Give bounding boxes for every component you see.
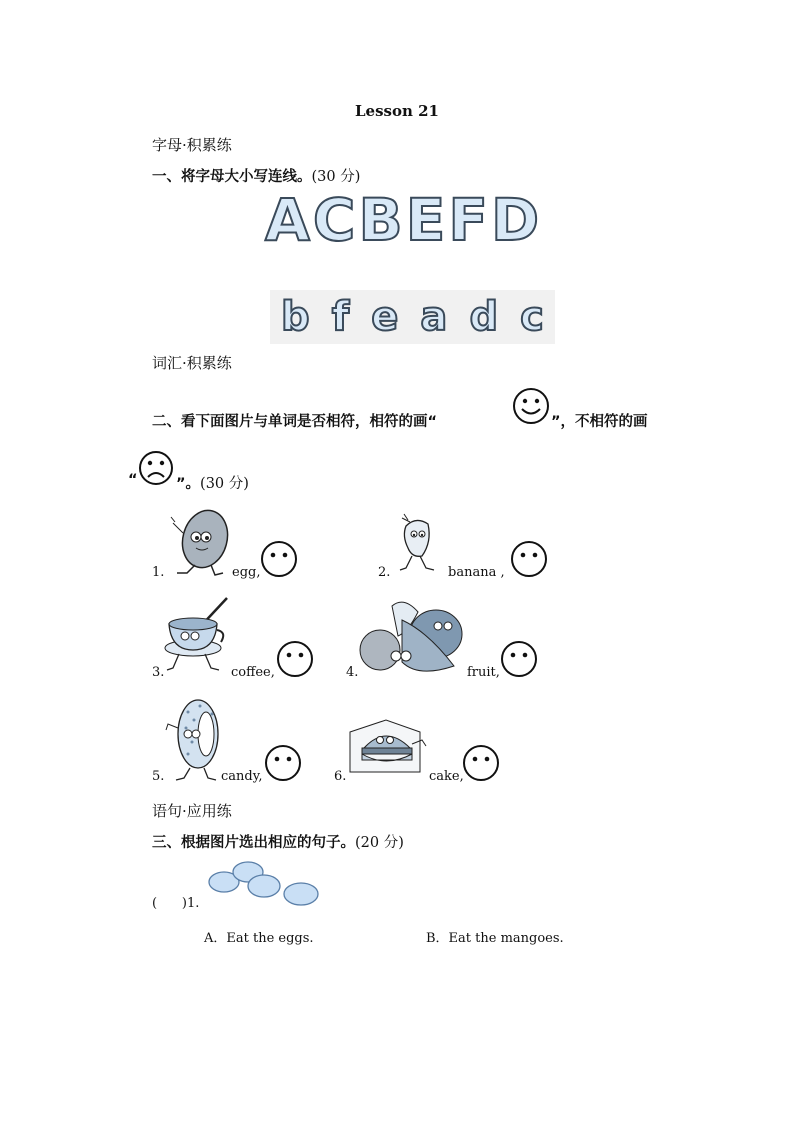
section-label-sentences: 语句·应用练 (152, 802, 232, 820)
page-title: Lesson 21 (355, 102, 439, 120)
question-1-text: 一、将字母大小写连线。 (152, 169, 312, 185)
burger-cartoon-image (346, 718, 428, 784)
neutral-face-icon[interactable] (462, 744, 500, 782)
lowercase-letter[interactable]: d (469, 294, 499, 340)
neutral-face-icon[interactable] (264, 744, 302, 782)
question-3-text: 三、根据图片选出相应的句子。 (152, 835, 355, 851)
item-word: cake, (429, 769, 464, 784)
neutral-face-icon[interactable] (500, 640, 538, 678)
item-word: banana , (448, 565, 505, 580)
option-a[interactable]: A．Eat the eggs. (204, 931, 314, 946)
lowercase-letter[interactable]: a (420, 294, 448, 340)
section-label-letters: 字母·积累练 (152, 136, 232, 154)
lowercase-letter[interactable]: f (331, 294, 350, 340)
fruit-cartoon-image (358, 592, 468, 682)
item-word: candy, (221, 769, 263, 784)
item-number: 2. (378, 565, 391, 580)
capital-letter[interactable]: C (312, 186, 357, 254)
question-1-score: (30 分) (311, 169, 361, 185)
lowercase-letter[interactable]: e (371, 294, 399, 340)
question-3-score: (20 分) (355, 835, 404, 851)
question-2-close-quote: ”。 (176, 476, 201, 492)
frown-face-icon (138, 450, 174, 486)
capital-letter[interactable]: B (358, 186, 404, 254)
capital-letters-row (265, 186, 541, 254)
capital-letter[interactable]: F (448, 186, 489, 254)
question-2-heading-line2 (176, 472, 249, 493)
answer-bracket[interactable]: ( )1. (152, 896, 200, 911)
question-2-open-quote: “ (128, 472, 138, 488)
question-2-heading-mid: ”，不相符的画 (551, 414, 648, 430)
item-number: 1. (152, 565, 165, 580)
item-word: fruit, (467, 665, 500, 680)
item-word: egg, (232, 565, 261, 580)
egg-cartoon-image (163, 503, 235, 578)
question-3-heading (152, 831, 404, 852)
item-word: coffee, (231, 665, 275, 680)
coffee-cup-cartoon-image (163, 594, 231, 676)
capital-letter[interactable]: D (490, 186, 541, 254)
capital-letter[interactable]: A (265, 186, 311, 254)
neutral-face-icon[interactable] (510, 540, 548, 578)
question-2-text-part1: 二、看下面图片与单词是否相符，相符的画“ (152, 414, 438, 430)
eggs-image (204, 860, 322, 912)
question-2-score: (30 分) (200, 476, 249, 492)
item-number: 5. (152, 769, 165, 784)
banana-cartoon-image (392, 512, 440, 576)
item-number: 6. (334, 769, 347, 784)
smiley-face-icon (512, 387, 550, 425)
question-2-heading-line1 (152, 410, 437, 431)
candy-cartoon-image (164, 694, 224, 784)
neutral-face-icon[interactable] (276, 640, 314, 678)
lowercase-letter[interactable]: b (281, 294, 310, 340)
lowercase-letters-row (270, 290, 555, 344)
capital-letter[interactable]: E (405, 186, 447, 254)
option-b[interactable]: B．Eat the mangoes. (426, 931, 564, 946)
lowercase-letter[interactable]: c (520, 294, 544, 340)
neutral-face-icon[interactable] (260, 540, 298, 578)
item-number: 4. (346, 665, 359, 680)
section-label-vocabulary: 词汇·积累练 (152, 354, 232, 372)
item-number: 3. (152, 665, 165, 680)
question-1-heading (152, 165, 360, 186)
